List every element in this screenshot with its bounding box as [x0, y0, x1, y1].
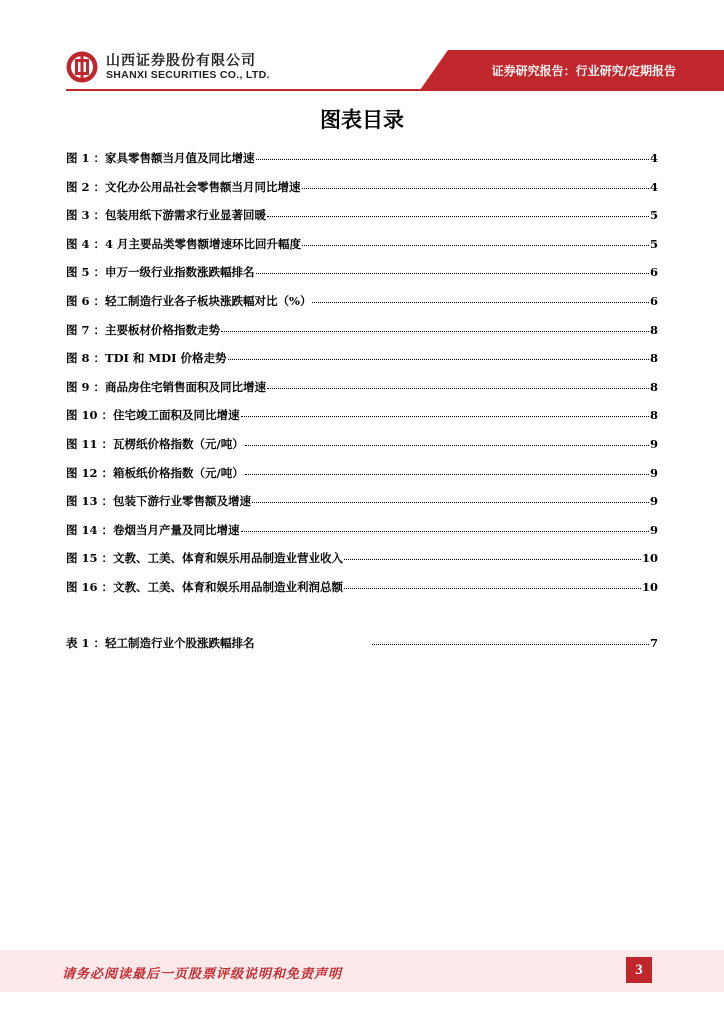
toc-entry-label: 图 13 ： — [66, 494, 114, 509]
disclaimer-notice: 请务必阅读最后一页股票评级说明和免责声明 — [62, 967, 343, 982]
toc-entry-label: 图 5 ： — [66, 265, 106, 280]
figure-toc-entry[interactable] — [66, 207, 658, 225]
toc-entry-page: 8 — [649, 322, 658, 337]
toc-entry-title: 申万一级行业指数涨跌幅排名 — [105, 265, 255, 280]
dot-leader — [312, 301, 649, 303]
figure-toc-entry[interactable] — [66, 379, 658, 397]
dot-leader — [302, 187, 649, 189]
figure-toc-entry[interactable] — [66, 179, 658, 197]
figure-toc-entry[interactable] — [66, 465, 658, 483]
toc-entry-title: 住宅竣工面积及同比增速 — [113, 408, 240, 423]
toc-entry-label: 图 7 ： — [66, 322, 106, 337]
dot-leader — [241, 530, 649, 532]
toc-entry-title: 包装下游行业零售额及增速 — [113, 494, 252, 509]
toc-entry-title: 卷烟当月产量及同比增速 — [113, 522, 240, 537]
toc-entry-label: 图 10 ： — [66, 408, 114, 423]
toc-entry-title: 主要板材价格指数走势 — [105, 322, 221, 337]
toc-entry-label: 图 9 ： — [66, 379, 106, 394]
dot-leader — [372, 643, 649, 645]
toc-entry-page: 8 — [649, 379, 658, 394]
page-header — [0, 0, 724, 100]
figure-toc-entry[interactable] — [66, 407, 658, 425]
figure-toc-entry[interactable] — [66, 293, 658, 311]
page-title: 图表目录 — [320, 108, 404, 132]
dot-leader — [344, 558, 641, 560]
dot-leader — [228, 358, 649, 360]
dot-leader — [256, 158, 649, 160]
toc-entry-title: TDI 和 MDI 价格走势 — [105, 351, 227, 366]
toc-entry-page: 8 — [649, 408, 658, 423]
toc-entry-page: 9 — [649, 522, 658, 537]
dot-leader — [267, 215, 649, 217]
toc-entry-label: 图 6 ： — [66, 294, 106, 308]
toc-entry-title: 轻工制造行业各子板块涨跌幅对比（%） — [105, 294, 312, 308]
toc-entry-title: 4 月主要品类零售额增速环比回升幅度 — [105, 236, 302, 251]
figure-toc-entry[interactable] — [66, 236, 658, 254]
dot-leader — [245, 473, 649, 475]
toc-entry-label: 图 1 ： — [66, 151, 106, 165]
toc-entry-label: 表 1 ： — [66, 636, 106, 650]
toc-entry-label: 图 14 ： — [66, 522, 114, 537]
toc-entry-page: 8 — [649, 351, 658, 366]
toc-entry-page: 6 — [649, 265, 658, 280]
toc-entry-title: 家具零售额当月值及同比增速 — [105, 151, 255, 165]
toc-entry-label: 图 16 ： — [66, 580, 114, 594]
figure-toc-entry[interactable] — [66, 579, 658, 597]
figure-toc-entry[interactable] — [66, 322, 658, 340]
toc-entry-label: 图 15 ： — [66, 551, 114, 566]
toc-entry-title: 文教、工美、体育和娱乐用品制造业利润总额 — [113, 580, 344, 594]
toc-entry-page: 4 — [649, 151, 658, 165]
toc-entry-label: 图 2 ： — [66, 179, 106, 194]
toc-entry-page: 5 — [649, 236, 658, 251]
dot-leader — [245, 444, 649, 446]
dot-leader — [256, 272, 649, 274]
toc-entry-title: 商品房住宅销售面积及同比增速 — [105, 379, 267, 394]
dot-leader — [221, 330, 649, 332]
toc-entry-page: 9 — [649, 494, 658, 509]
toc-entry-label: 图 11 ： — [66, 437, 114, 451]
toc-entry-label: 图 12 ： — [66, 465, 114, 480]
toc-entry-label: 图 4 ： — [66, 236, 106, 251]
page-number: 3 — [626, 957, 652, 983]
company-name-en: SHANXI SECURITIES CO., LTD. — [106, 69, 270, 81]
toc-entry-page: 6 — [649, 294, 658, 308]
toc-entry-page: 10 — [641, 580, 658, 594]
company-name-cn: 山西证券股份有限公司 — [106, 53, 256, 69]
dot-leader — [302, 244, 649, 246]
toc-entry-title: 包装用纸下游需求行业显著回暖 — [105, 208, 267, 223]
toc-entry-page: 5 — [649, 208, 658, 223]
toc-entry-page: 7 — [649, 636, 658, 650]
table-toc-entry[interactable] — [66, 635, 658, 653]
toc-entry-page: 9 — [649, 465, 658, 480]
figure-toc-entry[interactable] — [66, 436, 658, 454]
toc-entry-title: 瓦楞纸价格指数（元/吨） — [113, 437, 244, 451]
figure-toc-entry[interactable] — [66, 264, 658, 282]
toc-entry-title: 轻工制造行业个股涨跌幅排名 — [105, 636, 255, 650]
figure-toc-entry[interactable] — [66, 150, 658, 168]
figure-toc-entry[interactable] — [66, 350, 658, 368]
toc-entry-page: 10 — [641, 551, 658, 566]
shanxi-securities-logo-icon — [65, 50, 99, 84]
dot-leader — [344, 587, 641, 589]
toc-entry-title: 文教、工美、体育和娱乐用品制造业营业收入 — [113, 551, 344, 566]
figure-toc-entry[interactable] — [66, 550, 658, 568]
toc-entry-label: 图 3 ： — [66, 208, 106, 223]
toc-entry-label: 图 8 ： — [66, 351, 106, 366]
dot-leader — [252, 501, 649, 503]
figure-toc-entry[interactable] — [66, 493, 658, 511]
dot-leader — [267, 387, 649, 389]
header-divider — [66, 89, 724, 91]
toc-entry-title: 箱板纸价格指数（元/吨） — [113, 465, 244, 480]
report-type-label: 证券研究报告：行业研究/定期报告 — [491, 64, 676, 78]
toc-entry-title: 文化办公用品社会零售额当月同比增速 — [105, 179, 301, 194]
toc-entry-page: 4 — [649, 179, 658, 194]
dot-leader — [241, 415, 649, 417]
figure-toc-entry[interactable] — [66, 522, 658, 540]
toc-entry-page: 9 — [649, 437, 658, 451]
